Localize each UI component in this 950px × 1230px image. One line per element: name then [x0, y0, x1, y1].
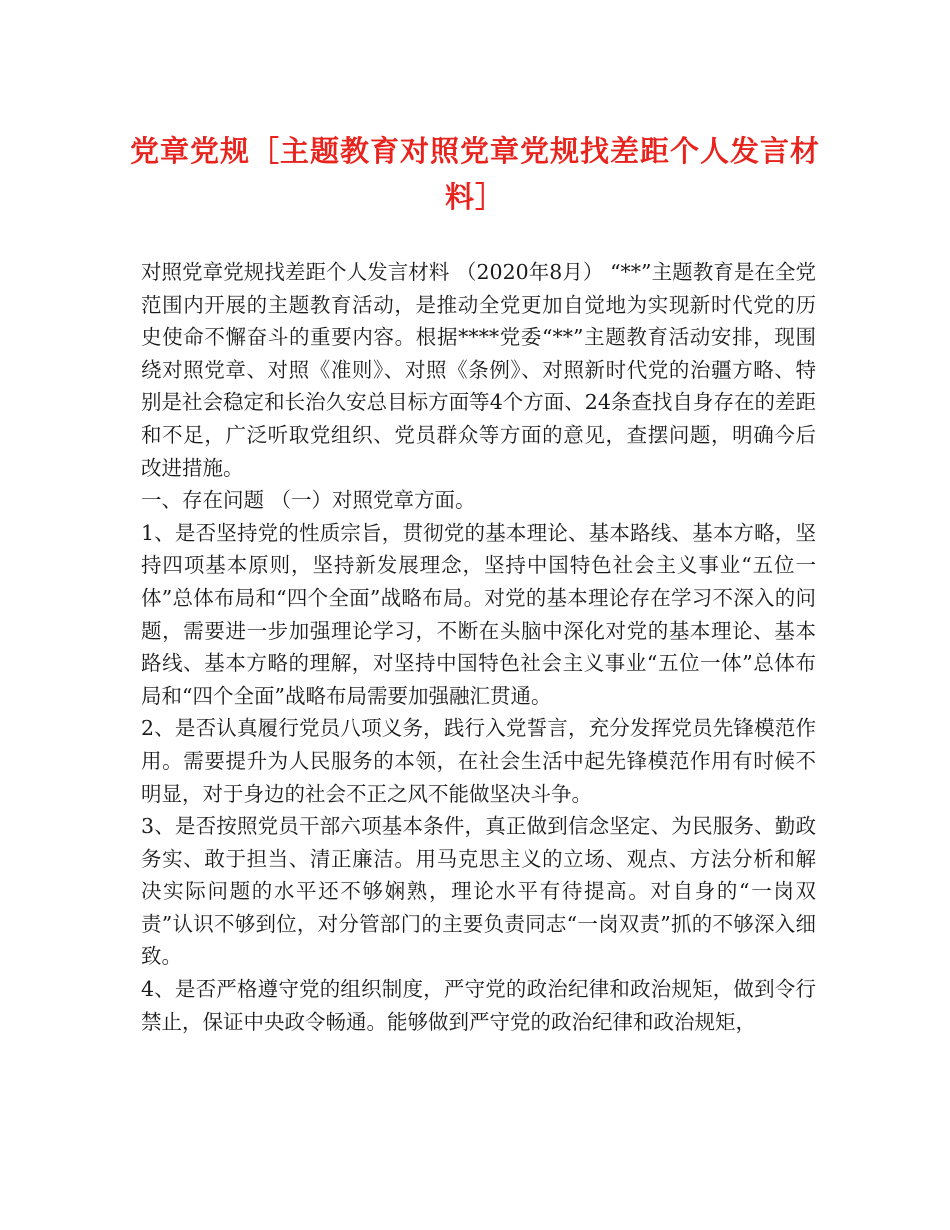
- paragraph-item-4: 4、是否严格遵守党的组织制度，严守党的政治纪律和政治规矩，做到令行禁止，保证中央政令畅通。能够做到严守党的政治纪律和政治规矩，: [141, 977, 816, 1034]
- paragraph-item-2: 2、是否认真履行党员八项义务，践行入党誓言，充分发挥党员先锋模范作用。需要提升为人民服务的本领，在社会生活中起先锋模范作用有时候不明显，对于身边的社会不正之风不能做坚决斗争。: [141, 716, 816, 806]
- document-title: 党章党规［主题教育对照党章党规找差距个人发言材料］: [129, 134, 820, 214]
- paragraph-item-1: 1、是否坚持党的性质宗旨，贯彻党的基本理论、基本路线、基本方略，坚持四项基本原则，坚持新发展理念，坚持中国特色社会主义事业“五位一体”总体布局和“四个全面”战略布局。对党的基本理论存在学习不深入的问题，需要进一步加强理论学习，不断在头脑中深化对党的基本理论、基本路线、基本方略的理解，对坚持中国特色社会主义事业“五位一体”总体布局和“四个全面”战略布局需要加强融汇贯通。: [141, 520, 816, 708]
- paragraph-section-heading: 一、存在问题 （一）对照党章方面。: [141, 488, 476, 513]
- paragraph-item-3: 3、是否按照党员干部六项基本条件，真正做到信念坚定、为民服务、勤政务实、敢于担当、清正廉洁。用马克思主义的立场、观点、方法分析和解决实际问题的水平还不够娴熟，理论水平有待提高。对自身的“一岗双责”认识不够到位，对分管部门的主要负责同志“一岗双责”抓的不够深入细致。: [141, 814, 816, 969]
- document-body: [141, 256, 816, 1038]
- paragraph-intro: 对照党章党规找差距个人发言材料 （2020年8月） “**”主题教育是在全党范围内开展的主题教育活动，是推动全党更加自觉地为实现新时代党的历史使命不懈奋斗的重要内容。根据****党委“**”主题教育活动安排，现围绕对照党章、对照《准则》、对照《条例》、对照新时代党的治疆方略、特别是社会稳定和长治久安总目标方面等4个方面、24条查找自身存在的差距和不足，广泛听取党组织、党员群众等方面的意见，查摆问题，明确今后改进措施。: [141, 260, 816, 480]
